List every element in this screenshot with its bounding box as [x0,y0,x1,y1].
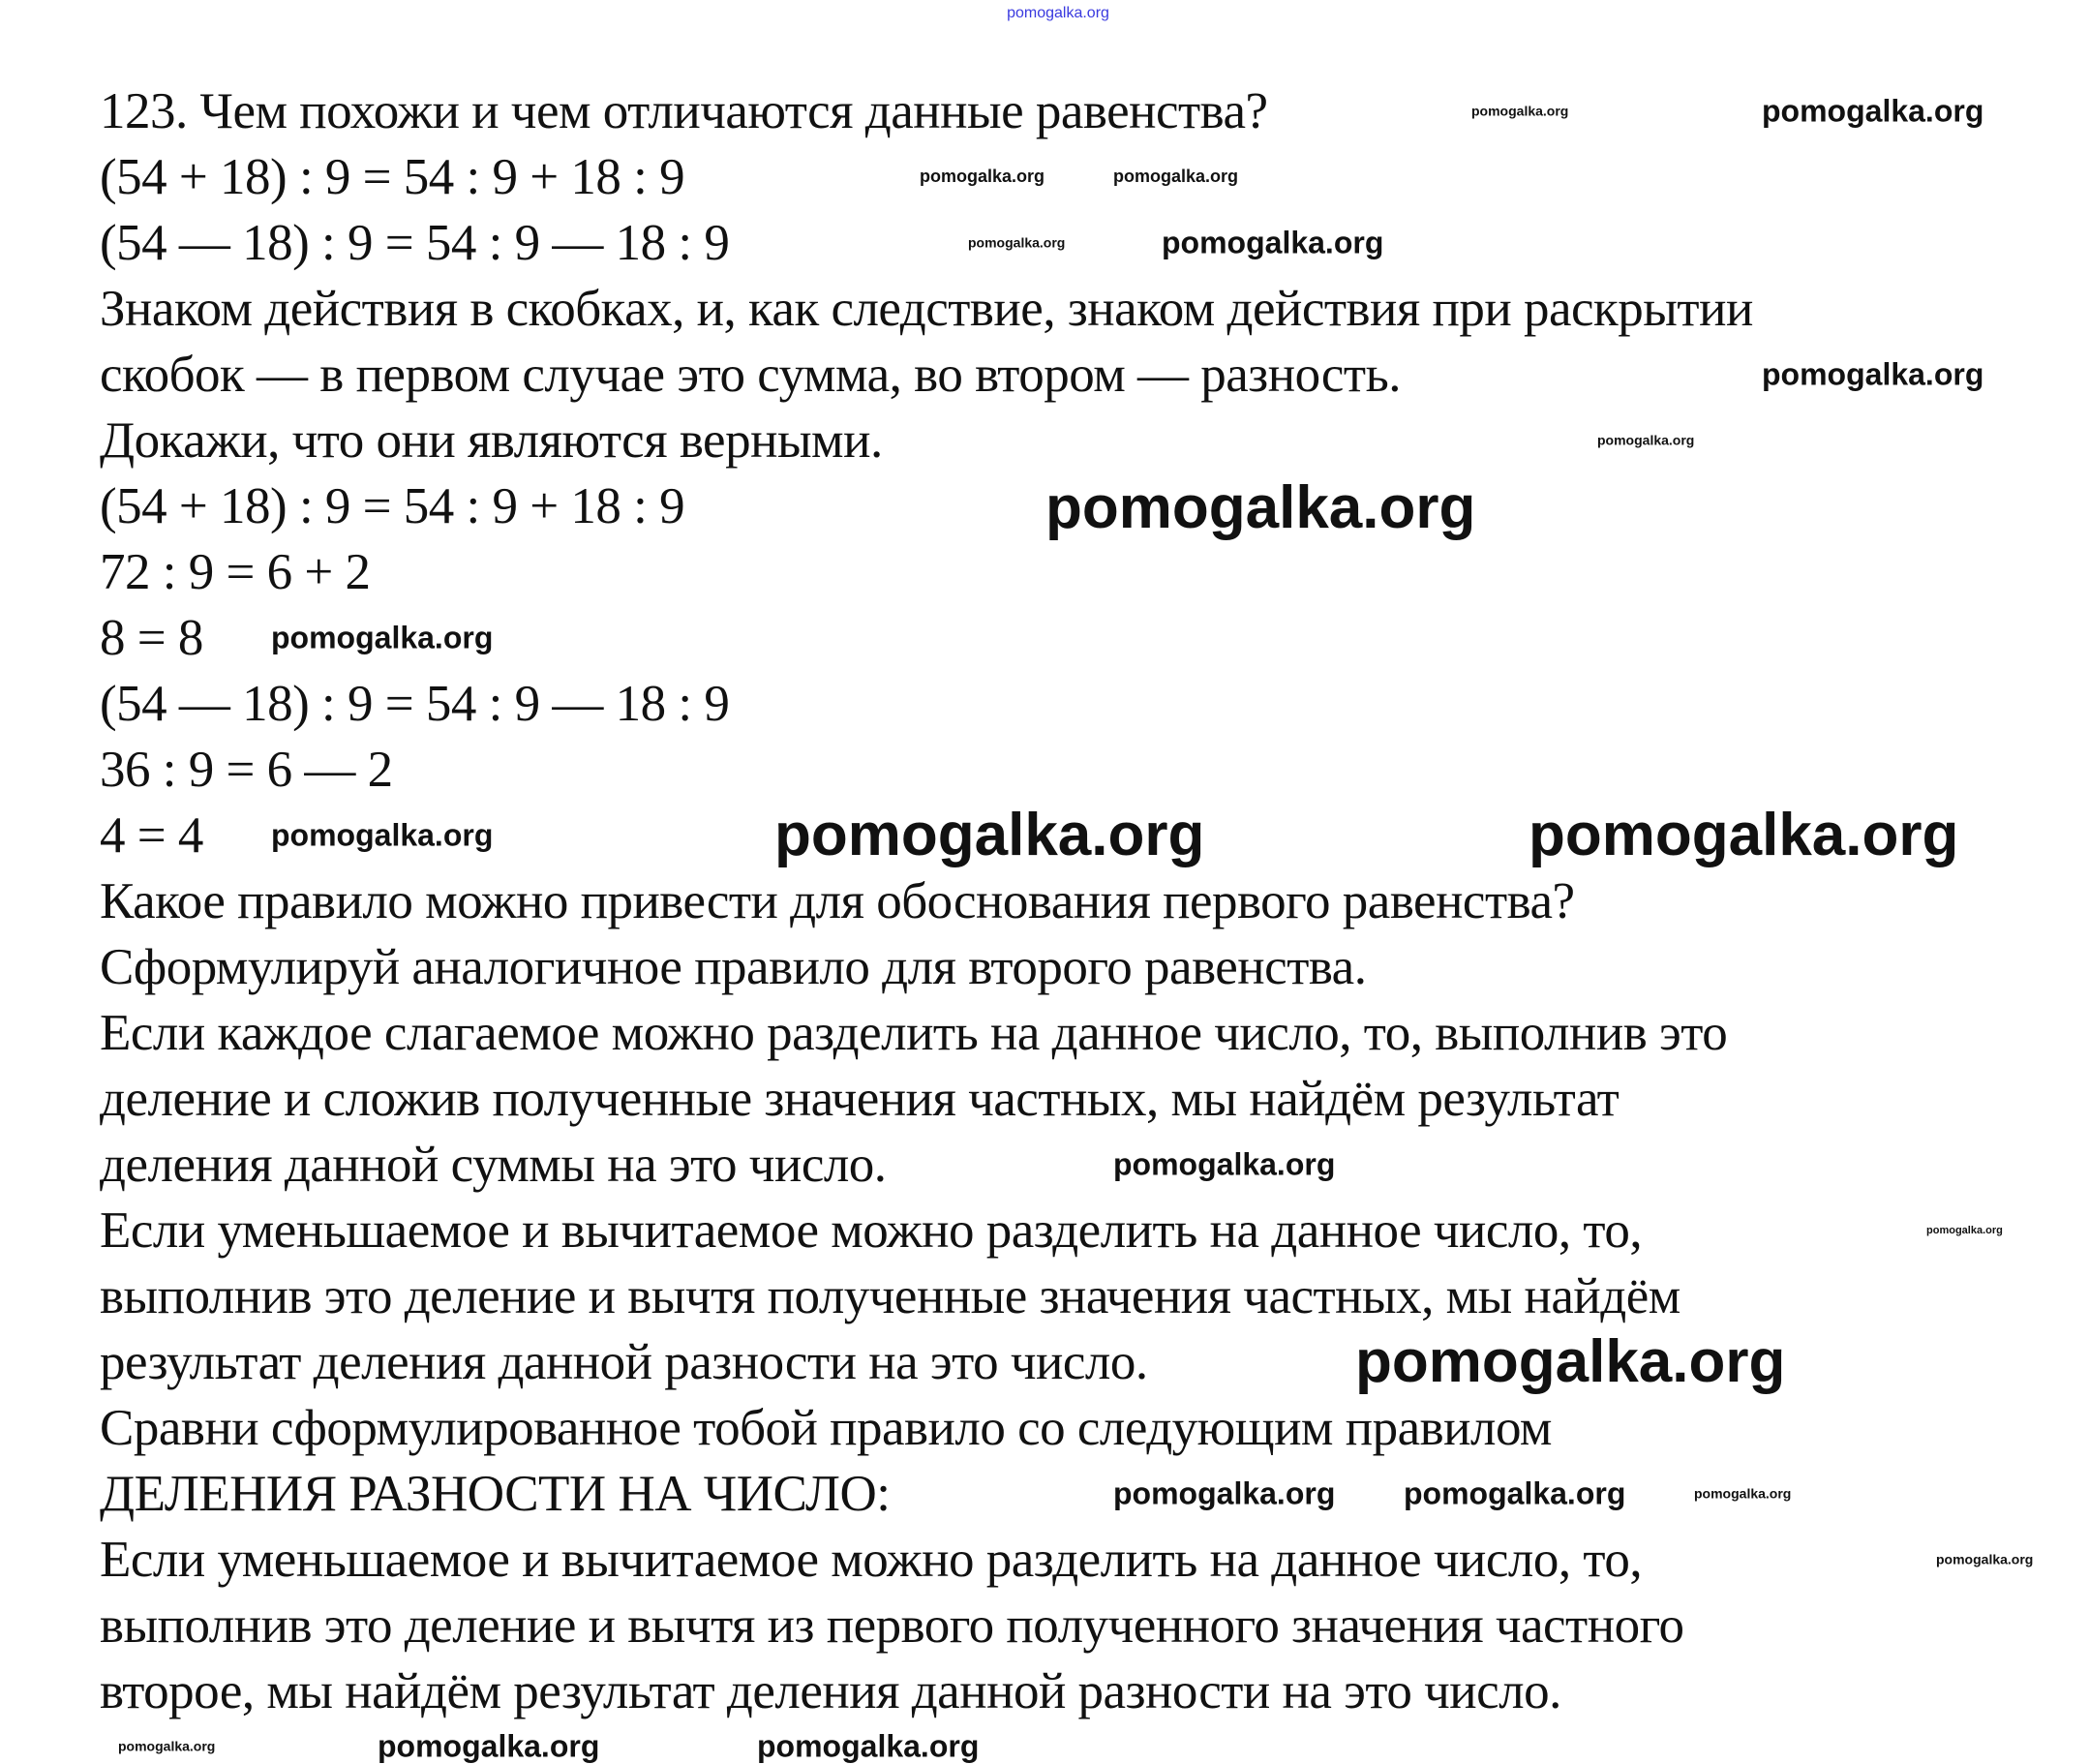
text-line: деления данной суммы на это число. [100,1137,887,1193]
text-line: результат деления данной разности на это число. [100,1334,1148,1390]
watermark: pomogalka.org [1529,801,1959,868]
watermark: pomogalka.org [1597,432,1695,448]
text-line: 123. Чем похожи и чем отличаются данные равенства? [100,83,1268,139]
watermark: pomogalka.org [1113,167,1239,187]
watermark: pomogalka.org [920,167,1045,187]
watermark: pomogalka.org [757,1728,980,1764]
watermark: pomogalka.org [1762,356,1984,392]
text-line: Сравни сформулированное тобой правило со следующим правилом [100,1400,1552,1456]
watermark: pomogalka.org [271,817,494,853]
watermark: pomogalka.org [1045,473,1476,541]
watermark: pomogalka.org [1926,1224,2003,1236]
text-line: выполнив это деление и вычтя из первого полученного значения частного [100,1597,1684,1654]
text-line: Если каждое слагаемое можно разделить на данное число, то, выполнив это [100,1005,1728,1061]
text-line: (54 — 18) : 9 = 54 : 9 — 18 : 9 [100,676,730,732]
header-watermark: pomogalka.org [1007,5,1109,22]
text-line: Докажи, что они являются верными. [100,412,883,469]
watermark: pomogalka.org [118,1738,216,1754]
watermark: pomogalka.org [1113,1146,1336,1182]
watermark: pomogalka.org [1694,1485,1792,1502]
watermark: pomogalka.org [774,801,1205,868]
watermark: pomogalka.org [1936,1551,2034,1567]
text-line: (54 — 18) : 9 = 54 : 9 — 18 : 9 [100,215,730,271]
text-line: второе, мы найдём результат деления данной разности на это число. [100,1663,1561,1719]
text-line: 4 = 4 [100,807,203,864]
watermark: pomogalka.org [968,234,1066,251]
watermark: pomogalka.org [1355,1327,1786,1395]
text-line: выполнив это деление и вычтя полученные значения частных, мы найдём [100,1268,1680,1324]
text-line: Знаком действия в скобках, и, как следствие, знаком действия при раскрытии [100,281,1753,337]
watermark: pomogalka.org [1404,1475,1626,1511]
watermark: pomogalka.org [1762,93,1984,129]
text-line: ДЕЛЕНИЯ РАЗНОСТИ НА ЧИСЛО: [100,1466,891,1522]
watermark: pomogalka.org [271,620,494,655]
text-line: Если уменьшаемое и вычитаемое можно разделить на данное число, то, [100,1202,1643,1259]
text-line: Если уменьшаемое и вычитаемое можно разделить на данное число, то, [100,1532,1643,1588]
text-line: 36 : 9 = 6 — 2 [100,742,393,798]
text-line: 8 = 8 [100,610,203,666]
text-line: Сформулируй аналогичное правило для второго равенства. [100,939,1367,995]
text-line: деление и сложив полученные значения частных, мы найдём результат [100,1071,1620,1127]
text-line: Какое правило можно привести для обоснования первого равенства? [100,873,1575,929]
watermark: pomogalka.org [1113,1475,1336,1511]
text-line: скобок — в первом случае это сумма, во втором — разность. [100,347,1402,403]
watermark: pomogalka.org [378,1728,600,1764]
watermark: pomogalka.org [1162,225,1384,260]
text-line: (54 + 18) : 9 = 54 : 9 + 18 : 9 [100,149,685,205]
text-line: 72 : 9 = 6 + 2 [100,544,371,600]
watermark: pomogalka.org [1471,103,1569,119]
text-line: (54 + 18) : 9 = 54 : 9 + 18 : 9 [100,478,685,534]
